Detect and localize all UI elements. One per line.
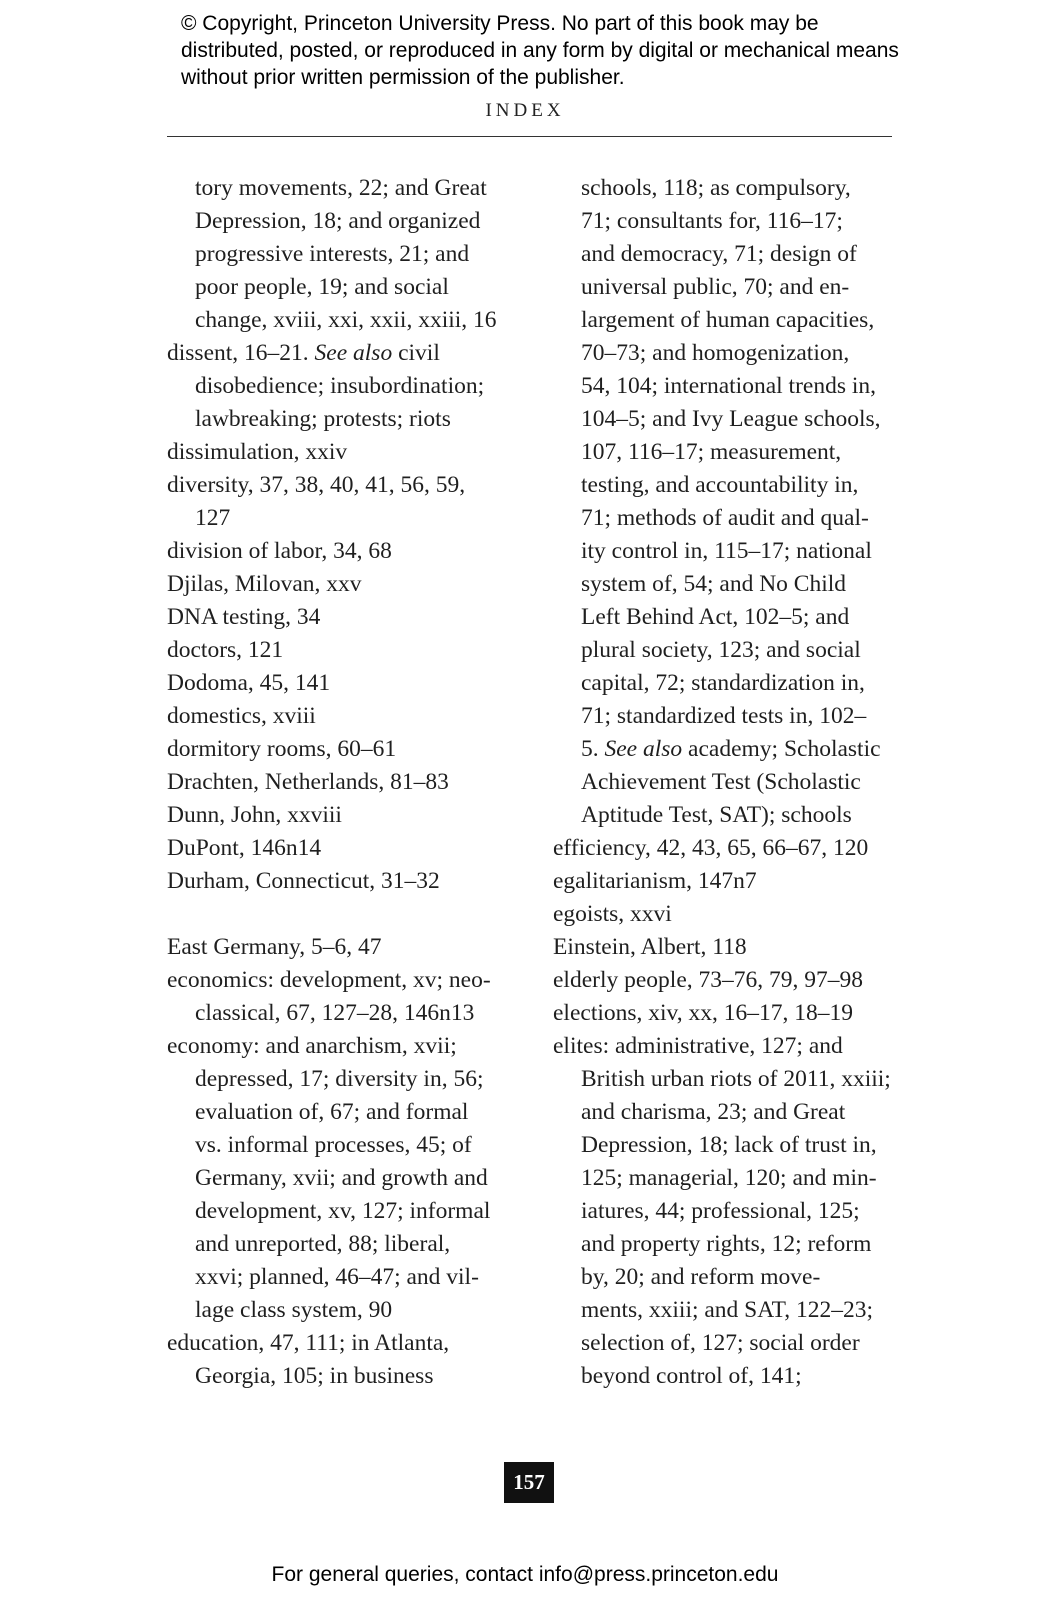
index-text: civil [392,340,440,366]
index-text: development, xv, 127; informal [195,1198,491,1224]
index-text: elections, xiv, xx, 16–17, 18–19 [553,1000,854,1026]
index-text: Dunn, John, xxviii [167,802,342,828]
index-text: Achievement Test (Scholastic [581,769,861,795]
index-text: capital, 72; standardization in, [581,670,865,696]
index-subentry-line [167,172,527,205]
index-text: testing, and accountability in, [581,472,859,498]
see-also-text: See also [604,736,683,762]
index-text: poor people, 19; and social [195,274,449,300]
index-subentry-line [553,1096,913,1129]
index-text: and charisma, 23; and Great [581,1099,846,1125]
index-text: 70–73; and homogenization, [581,340,850,366]
index-subentry-line [167,238,527,271]
index-subentry-line [167,502,527,535]
index-text: economy: and anarchism, xvii; [167,1033,457,1059]
index-text: 54, 104; international trends in, [581,373,877,399]
index-subentry-line [167,304,527,337]
index-subentry-line [167,1294,527,1327]
index-subentry-line [553,304,913,337]
index-text: ments, xxiii; and SAT, 122–23; [581,1297,874,1323]
index-subentry-line [553,1327,913,1360]
index-entry-line [553,964,913,997]
index-text: dormitory rooms, 60–61 [167,736,397,762]
index-text: 71; methods of audit and qual- [581,505,869,531]
index-entry-line [167,931,527,964]
index-subentry-line [167,1129,527,1162]
index-entry-line [167,568,527,601]
index-entry-line [553,1030,913,1063]
index-subentry-line [553,1195,913,1228]
index-text: British urban riots of 2011, xxiii; [581,1066,891,1092]
index-text: division of labor, 34, 68 [167,538,392,564]
index-subentry-line [167,1063,527,1096]
index-subentry-line [553,799,913,832]
index-text: progressive interests, 21; and [195,241,470,267]
index-subentry-line [553,634,913,667]
index-entry-line [167,535,527,568]
index-column-left [167,172,527,1393]
index-text: academy; Scholastic [682,736,881,762]
index-text: Depression, 18; lack of trust in, [581,1132,877,1158]
index-subentry-line [553,1261,913,1294]
index-text: beyond control of, 141; [581,1363,802,1389]
index-text: and unreported, 88; liberal, [195,1231,451,1257]
index-subentry-line [553,403,913,436]
index-text: elderly people, 73–76, 79, 97–98 [553,967,864,993]
index-subentry-line [167,1096,527,1129]
index-text: tory movements, 22; and Great [195,175,487,201]
index-subentry-line [553,1360,913,1393]
index-entry-line [553,832,913,865]
index-entry-line [167,667,527,700]
index-text: universal public, 70; and en- [581,274,850,300]
index-text: selection of, 127; social order [581,1330,860,1356]
index-subentry-line [553,271,913,304]
index-text: ity control in, 115–17; national [581,538,872,564]
index-text: education, 47, 111; in Atlanta, [167,1330,450,1356]
index-text: 5. [581,736,605,762]
page-number: 157 [504,1462,554,1503]
index-entry-line [167,964,527,997]
index-subentry-line [167,370,527,403]
index-entry-line [167,436,527,469]
index-text: and democracy, 71; design of [581,241,857,267]
index-subentry-line [553,469,913,502]
index-text: Durham, Connecticut, 31–32 [167,868,440,894]
index-subentry-line [167,271,527,304]
index-text: lawbreaking; protests; riots [195,406,451,432]
running-head: INDEX [485,100,565,121]
index-text: Depression, 18; and organized [195,208,481,234]
index-subentry-line [553,766,913,799]
index-entry-line [167,865,527,898]
index-text: Drachten, Netherlands, 81–83 [167,769,449,795]
index-subentry-line [167,997,527,1030]
see-also-text: See also [314,340,393,366]
index-subentry-line [553,1129,913,1162]
index-entry-line [167,634,527,667]
index-text: lage class system, 90 [195,1297,393,1323]
index-text: vs. informal processes, 45; of [195,1132,472,1158]
index-subentry-line [167,205,527,238]
index-subentry-line [553,601,913,634]
index-text: 71; consultants for, 116–17; [581,208,843,234]
index-text: 107, 116–17; measurement, [581,439,842,465]
index-text: East Germany, 5–6, 47 [167,934,382,960]
index-text: change, xviii, xxi, xxii, xxiii, 16 [195,307,497,333]
index-subentry-line [167,403,527,436]
index-subentry-line [553,238,913,271]
index-entry-line [553,865,913,898]
index-text: plural society, 123; and social [581,637,861,663]
index-text: depressed, 17; diversity in, 56; [195,1066,484,1092]
index-text: largement of human capacities, [581,307,875,333]
index-entry-line [167,601,527,634]
index-text: Aptitude Test, SAT); schools [581,802,852,828]
footer-contact: For general queries, contact info@press.princeton.edu [271,1563,779,1586]
index-text: schools, 118; as compulsory, [581,175,851,201]
index-subentry-line [553,337,913,370]
index-text: Germany, xvii; and growth and [195,1165,488,1191]
index-text: economics: development, xv; neo- [167,967,491,993]
index-text: 71; standardized tests in, 102– [581,703,867,729]
index-subentry-line [553,1228,913,1261]
index-text: by, 20; and reform move- [581,1264,821,1290]
index-text: domestics, xviii [167,703,316,729]
index-text: classical, 67, 127–28, 146n13 [195,1000,475,1026]
index-entry-line [167,733,527,766]
index-text: 125; managerial, 120; and min- [581,1165,877,1191]
index-subentry-line [553,205,913,238]
index-text: Left Behind Act, 102–5; and [581,604,850,630]
index-text: dissimulation, xxiv [167,439,348,465]
index-subentry-line [553,700,913,733]
index-entry-line [167,469,527,502]
index-entry-line [167,700,527,733]
index-text: dissent, 16–21. [167,340,315,366]
copyright-notice: © Copyright, Princeton University Press. No part of this book may be distributed, posted, or reproduced in any form by digital or mechanical means without prior written permission of the publisher. [181,12,899,89]
index-text: system of, 54; and No Child [581,571,847,597]
index-text: DuPont, 146n14 [167,835,322,861]
index-text: disobedience; insubordination; [195,373,485,399]
index-subentry-line [553,1162,913,1195]
index-subentry-line [167,1261,527,1294]
index-entry-line [553,931,913,964]
index-entry-line [167,1327,527,1360]
index-subentry-line [167,1162,527,1195]
index-entry-line [167,766,527,799]
index-subentry-line [553,568,913,601]
index-text: 104–5; and Ivy League schools, [581,406,881,432]
index-subentry-line [553,370,913,403]
index-entry-line [167,337,527,370]
index-text: and property rights, 12; reform [581,1231,872,1257]
index-entry-line [553,898,913,931]
index-entry-line [553,997,913,1030]
index-text: diversity, 37, 38, 40, 41, 56, 59, [167,472,466,498]
index-text: efficiency, 42, 43, 65, 66–67, 120 [553,835,869,861]
index-subentry-line [167,1360,527,1393]
index-column-right [553,172,913,1393]
index-subentry-line [553,733,913,766]
index-subentry-line [553,172,913,205]
index-subentry-line [553,1063,913,1096]
index-text: DNA testing, 34 [167,604,321,630]
index-text: elites: administrative, 127; and [553,1033,843,1059]
index-spacer [167,898,527,931]
index-text: evaluation of, 67; and formal [195,1099,469,1125]
index-text: Georgia, 105; in business [195,1363,434,1389]
index-text: iatures, 44; professional, 125; [581,1198,860,1224]
index-subentry-line [553,535,913,568]
index-text: egoists, xxvi [553,901,672,927]
index-text: Djilas, Milovan, xxv [167,571,362,597]
index-subentry-line [553,667,913,700]
index-text: egalitarianism, 147n7 [553,868,757,894]
index-subentry-line [167,1228,527,1261]
index-text: xxvi; planned, 46–47; and vil- [195,1264,479,1290]
index-text: 127 [195,505,231,531]
index-subentry-line [167,1195,527,1228]
index-subentry-line [553,502,913,535]
index-entry-line [167,1030,527,1063]
index-subentry-line [553,436,913,469]
index-subentry-line [553,1294,913,1327]
index-text: Dodoma, 45, 141 [167,670,331,696]
index-text: doctors, 121 [167,637,284,663]
index-entry-line [167,832,527,865]
header-rule [167,136,892,137]
index-text: Einstein, Albert, 118 [553,934,747,960]
index-entry-line [167,799,527,832]
